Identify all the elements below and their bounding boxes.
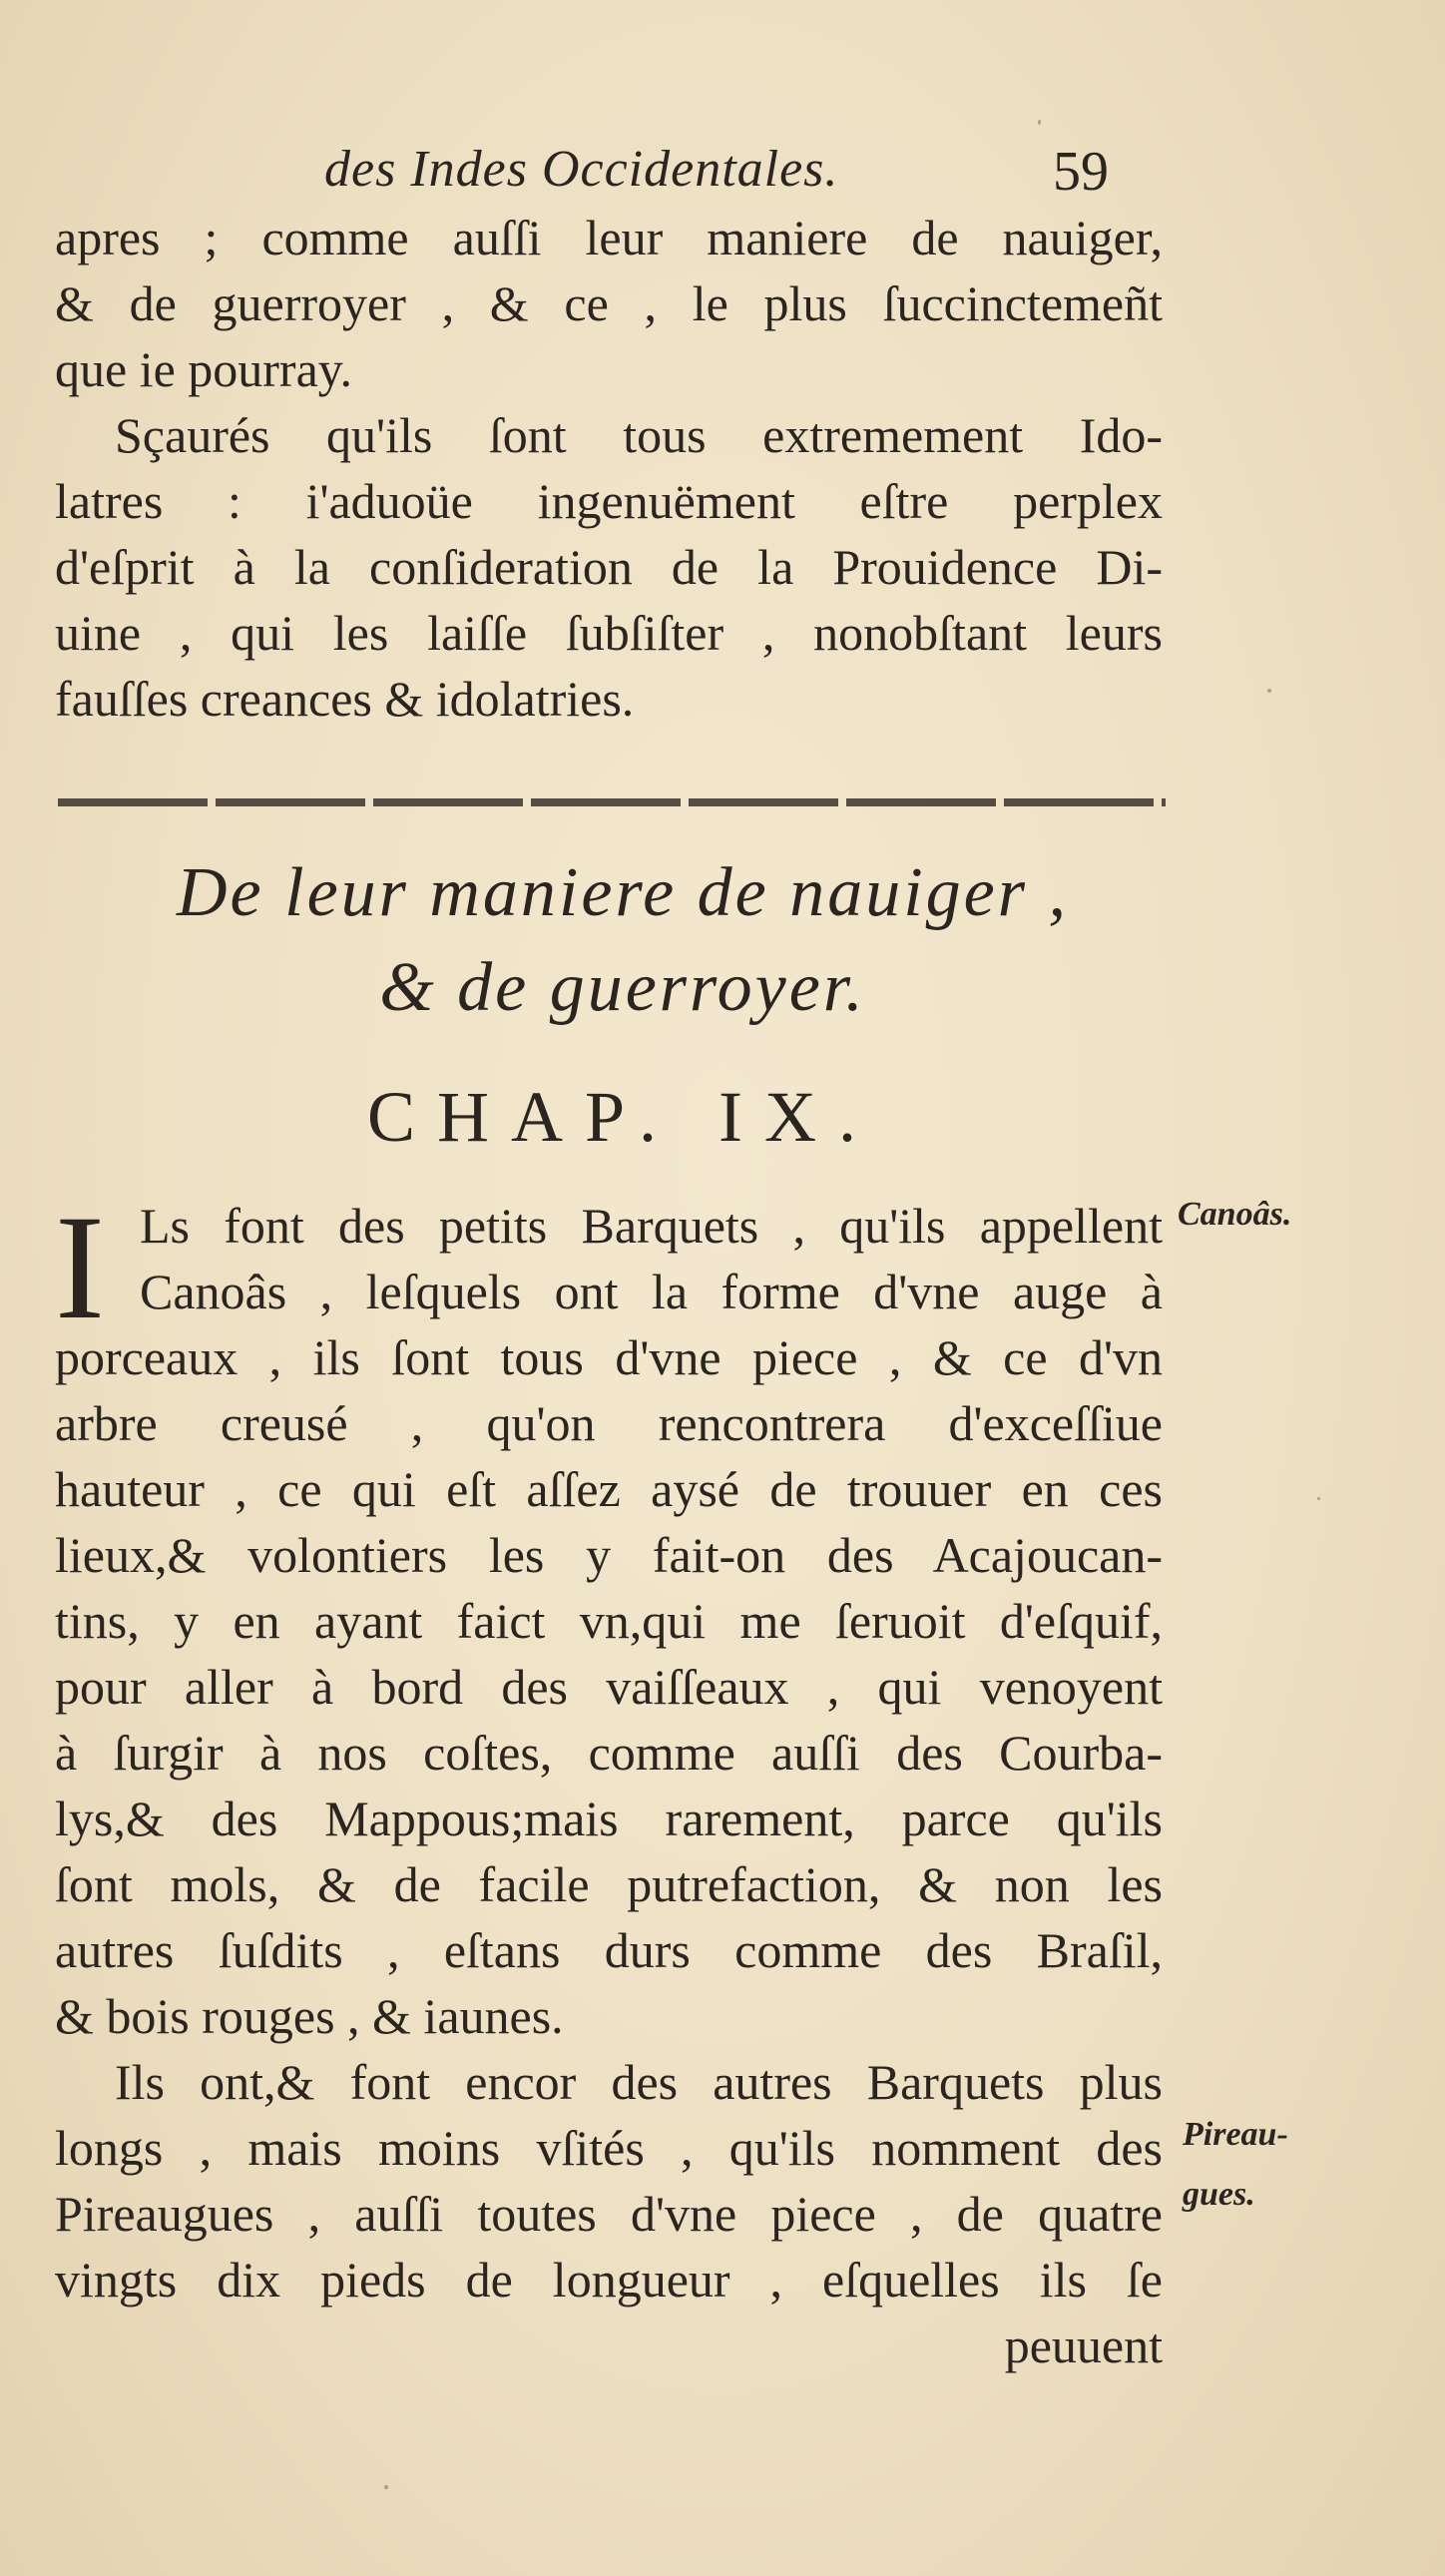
text-line: latres : i'aduoüe ingenuëment eſtre perplex: [55, 473, 1163, 529]
page-header: [0, 130, 1445, 210]
margin-note-canoas: Canoâs.: [1178, 1196, 1292, 1233]
text-line: pour aller à bord des vaiſſeaux , qui venoyent: [55, 1659, 1163, 1715]
text-line: Ls font des petits Barquets , qu'ils appellent: [140, 1198, 1163, 1254]
text-line: tins, y en ayant faict vn,qui me ſeruoit d'eſquif,: [55, 1593, 1163, 1649]
text-line: & bois rouges , & iaunes.: [55, 1988, 564, 2044]
running-head: des Indes Occidentales.: [324, 141, 839, 198]
text-line: Pireaugues , auſſi toutes d'vne piece , de quatre: [55, 2186, 1163, 2242]
margin-note-pireau: Pireau-: [1183, 2116, 1288, 2153]
text-line: uine , qui les laiſſe ſubſiſter , nonobſtant leurs: [55, 605, 1163, 661]
paper-speck: [1317, 1497, 1320, 1500]
page-number: 59: [1053, 141, 1109, 203]
text-line: lieux,& volontiers les y fait-on des Acajoucan-: [55, 1527, 1163, 1583]
text-line: apres ; comme auſſi leur maniere de nauiger,: [55, 210, 1163, 265]
text-line: longs , mais moins vſités , qu'ils nomment des: [55, 2120, 1163, 2176]
text-line: & de guerroyer , & ce , le plus ſuccinctemeñt: [55, 275, 1163, 331]
paper-speck: [1038, 120, 1041, 125]
paper-speck: [1267, 689, 1271, 693]
text-line: ſont mols, & de facile putrefaction, & non les: [55, 1856, 1163, 1912]
text-line: Canoâs , leſquels ont la forme d'vne auge à: [140, 1264, 1163, 1319]
text-line: que ie pourray.: [55, 341, 353, 397]
drop-cap: I: [55, 1185, 105, 1350]
text-line: à ſurgir à nos coſtes, comme auſſi des Courba-: [55, 1725, 1163, 1781]
margin-note-gues: gues.: [1183, 2176, 1255, 2213]
catchword: peuuent: [1004, 2318, 1163, 2373]
text-line: autres ſuſdits , eſtans durs comme des Braſil,: [55, 1922, 1163, 1978]
chapter-title-line1: De leur maniere de nauiger ,: [177, 854, 1069, 931]
chapter-body: [55, 1185, 1163, 2378]
text-line: lys,& des Mappous;mais rarement, parce qu'ils: [55, 1791, 1163, 1846]
text-line: arbre creusé , qu'on rencontrera d'exceſſiue: [55, 1395, 1163, 1451]
text-line: Ils ont,& font encor des autres Barquets plus: [115, 2054, 1163, 2110]
chapter-label: CHAP. IX.: [366, 1077, 879, 1157]
text-line: vingts dix pieds de longueur , eſquelles ils ſe: [55, 2252, 1163, 2308]
text-line: Sçaurés qu'ils ſont tous extremement Ido-: [115, 407, 1163, 463]
chapter-title-line2: & de guerroyer.: [379, 949, 866, 1026]
section-divider: [58, 798, 1166, 806]
text-line: d'eſprit à la conſideration de la Prouidence Di-: [55, 539, 1163, 595]
paper-speck: [384, 2485, 388, 2489]
text-line: porceaux , ils ſont tous d'vne piece , & ce d'vn: [55, 1329, 1163, 1385]
intro-paragraph: [55, 205, 1163, 732]
text-line: fauſſes creances & idolatries.: [55, 671, 635, 727]
text-line: hauteur , ce qui eſt aſſez aysé de trouuer en ces: [55, 1461, 1163, 1517]
